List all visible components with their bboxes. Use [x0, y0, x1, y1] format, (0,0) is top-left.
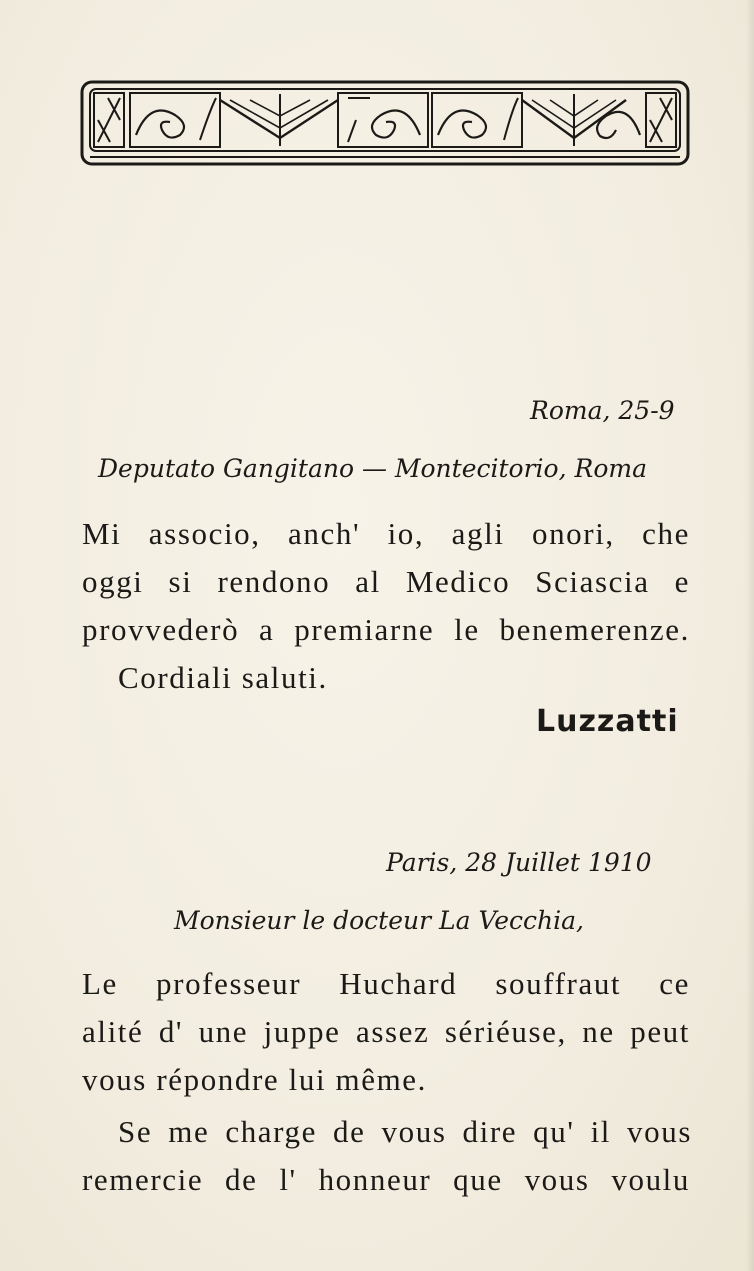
paragraph-line: remercie de l' honneur que vous voulu	[82, 1162, 690, 1197]
paragraph-line: alité d' une juppe assez sériéuse, ne peut	[82, 1014, 690, 1049]
closing-line: Cordiali saluti.	[118, 660, 328, 695]
paragraph-line: Mi associo, anch' io, agli onori, che	[82, 516, 690, 551]
signature: Luzzatti	[536, 704, 679, 739]
paragraph-line: oggi si rendono al Medico Sciascia e	[82, 564, 690, 599]
paragraph-line: vous répondre lui même.	[82, 1062, 427, 1097]
place-date-roma: Roma, 25-9	[530, 396, 675, 425]
place-date-paris: Paris, 28 Juillet 1910	[386, 848, 652, 877]
paragraph-line: Le professeur Huchard souffraut ce	[82, 966, 690, 1001]
salutation-line: Monsieur le docteur La Vecchia,	[174, 906, 584, 935]
page-edge-shadow	[746, 0, 754, 1271]
paragraph-line: provvederò a premiarne le benemerenze.	[82, 612, 690, 647]
paragraph-line: Se me charge de vous dire qu' il vous	[118, 1114, 692, 1149]
header-ornament-icon	[80, 80, 690, 166]
addressee-line: Deputato Gangitano — Montecitorio, Roma	[98, 454, 647, 483]
